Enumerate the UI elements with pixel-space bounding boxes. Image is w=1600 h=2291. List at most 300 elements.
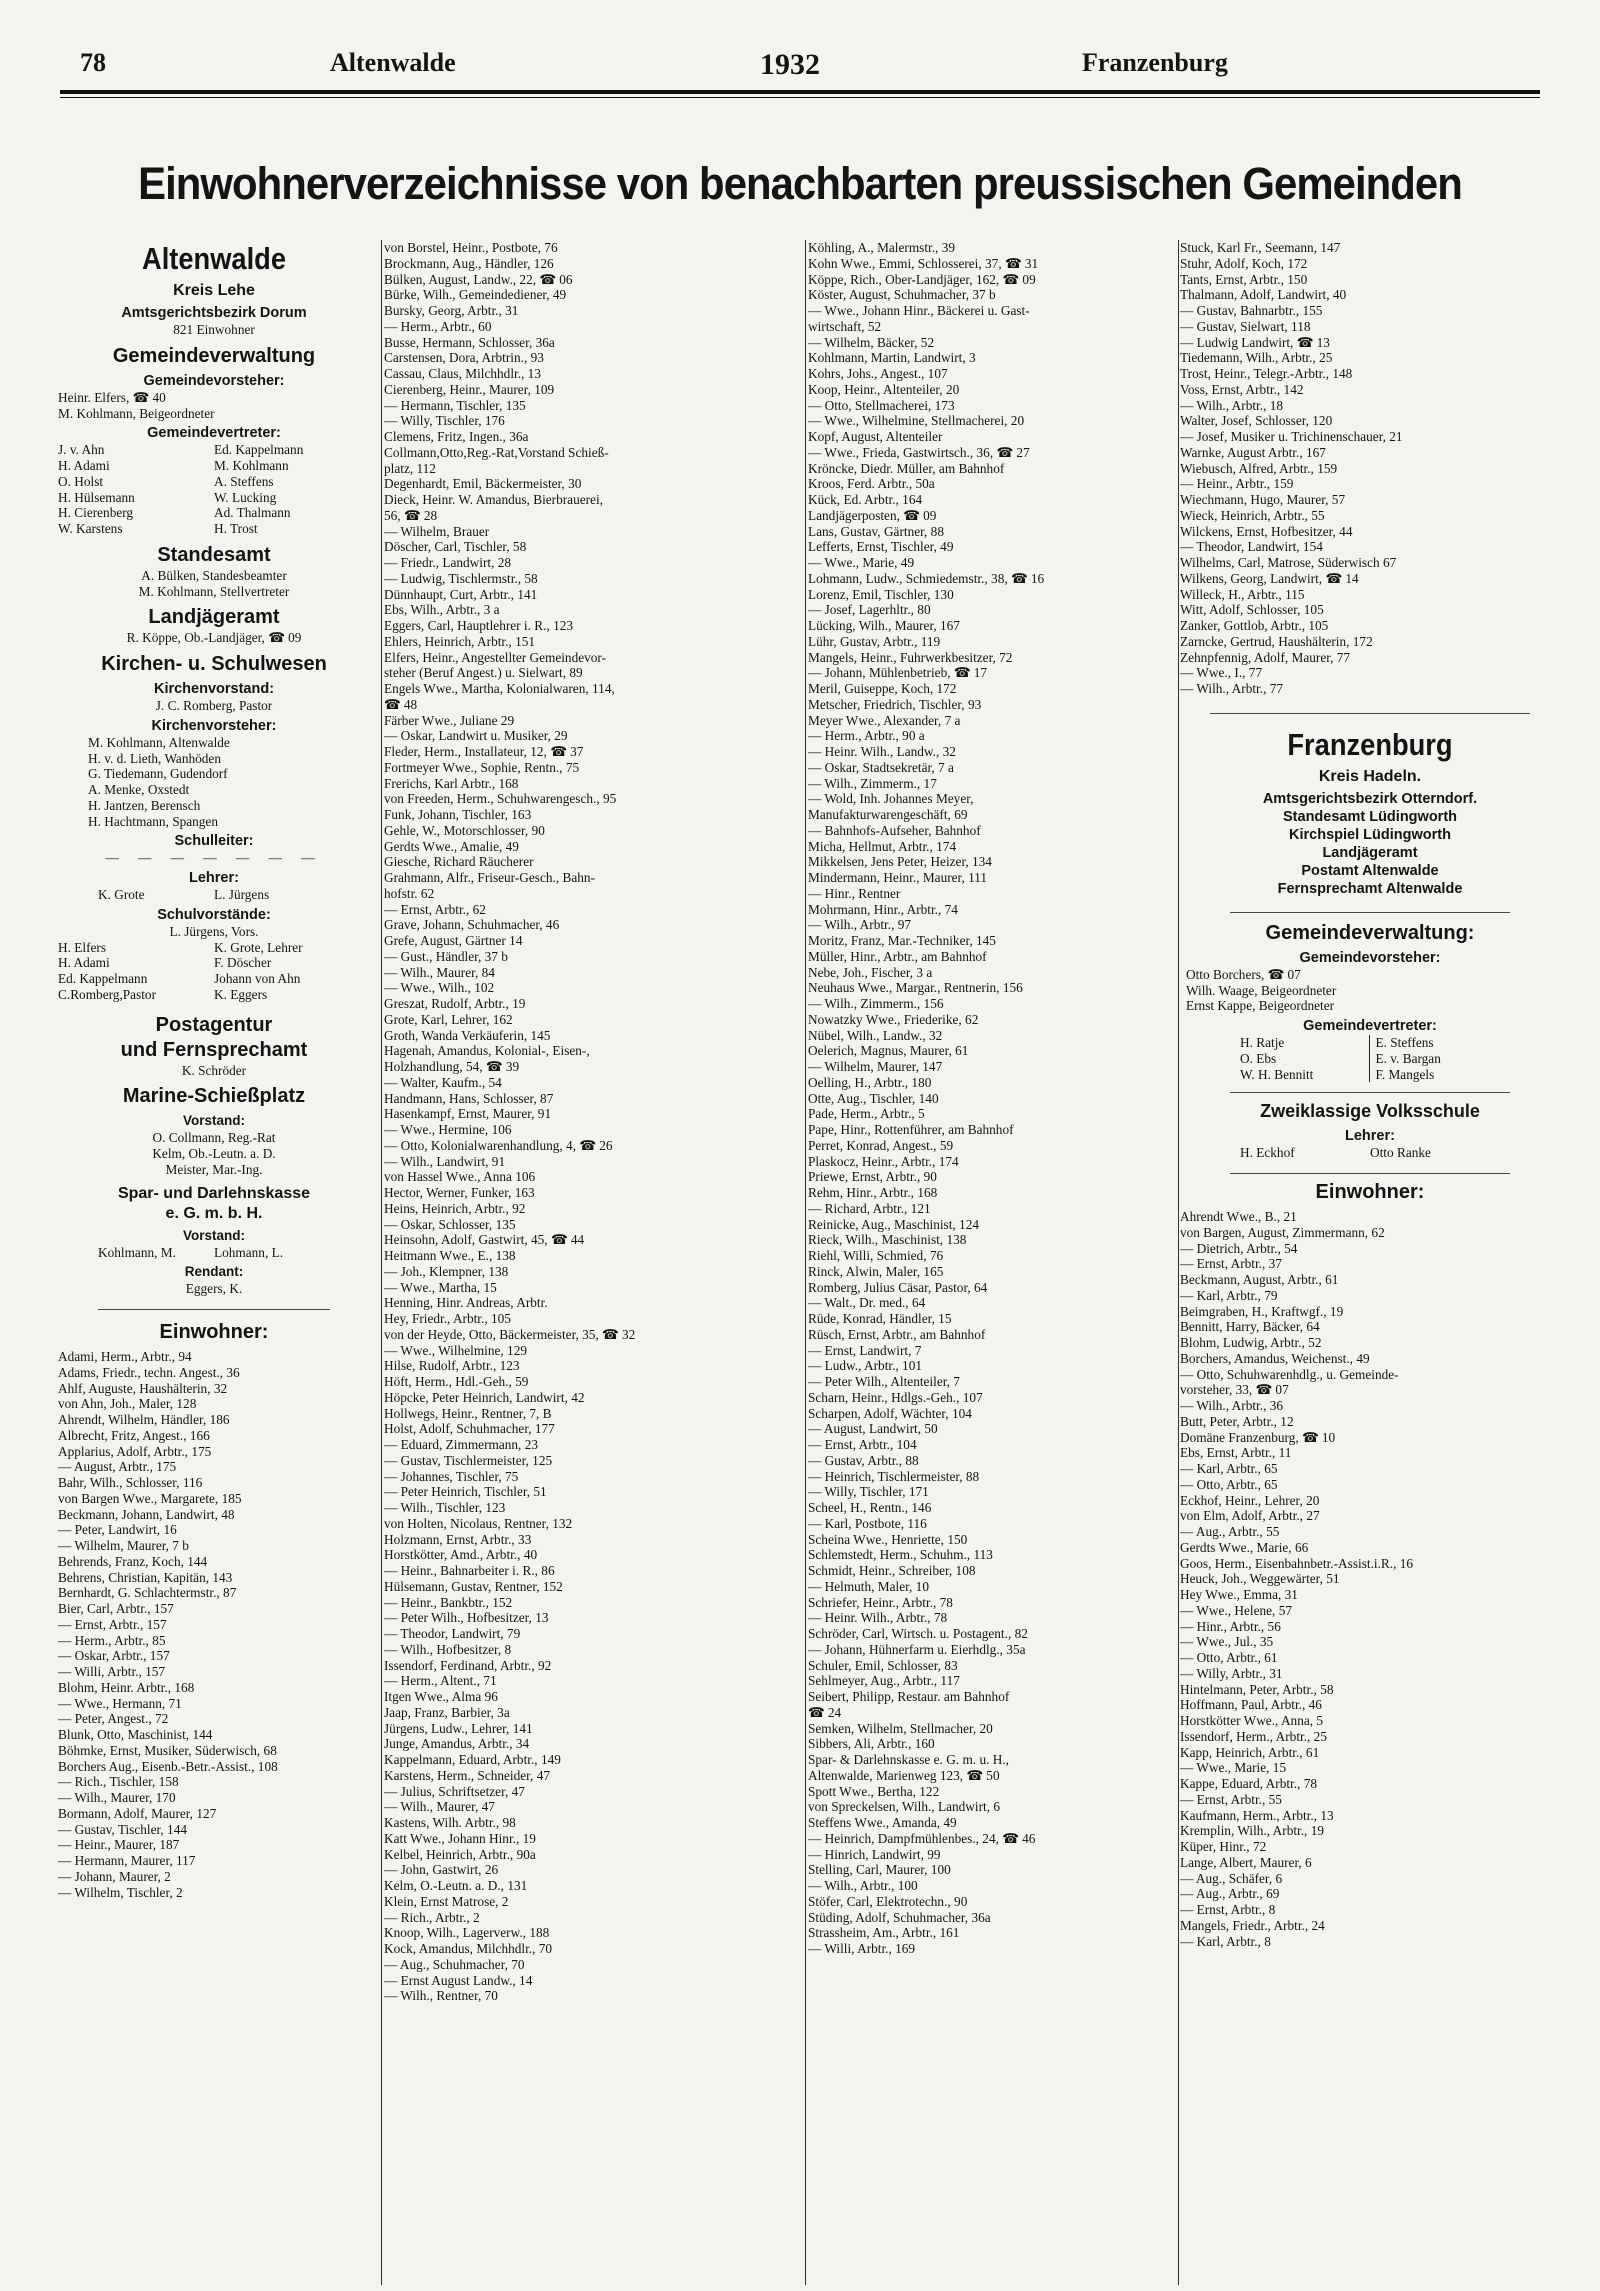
resident-entry: Kelbel, Heinrich, Arbtr., 90a: [384, 1846, 536, 1862]
resident-entry: Schröder, Carl, Wirtsch. u. Postagent., 82: [808, 1626, 1028, 1641]
resident-entry: — Ludw., Arbtr., 101: [808, 1358, 923, 1374]
resident-entry: Warnke, August Arbtr., 167: [1180, 444, 1326, 460]
resident-entry: — Ernst, Arbtr., 62: [384, 901, 486, 917]
member-name: H. Elfers: [58, 939, 106, 955]
resident-entry: — Heinr., Bankbtr., 152: [384, 1594, 513, 1610]
resident-entry: Degenhardt, Emil, Bäckermeister, 30: [384, 476, 582, 492]
resident-entry: Hector, Werner, Funker, 163: [384, 1185, 535, 1200]
resident-entry: Reinicke, Aug., Maschinist, 124: [808, 1216, 979, 1232]
resident-entry: — Aug., Schäfer, 6: [1180, 1870, 1283, 1886]
resident-entry: Kremplin, Wilh., Arbtr., 19: [1180, 1823, 1324, 1839]
resident-entry: Perret, Konrad, Angest., 59: [808, 1137, 954, 1153]
column-divider: [381, 240, 382, 2285]
resident-entry: — August, Arbtr., 175: [58, 1459, 177, 1475]
resident-entry: — Oskar, Schlosser, 135: [384, 1216, 516, 1232]
town-heading-altenwalde: Altenwalde: [141, 241, 287, 276]
subsection-heading: Schulleiter:: [174, 833, 254, 850]
resident-entry: Lücking, Wilh., Maurer, 167: [808, 618, 960, 633]
resident-entry: Applarius, Adolf, Arbtr., 175: [58, 1443, 212, 1459]
official-entry: R. Köppe, Ob.-Landjäger, ☎ 09: [126, 630, 302, 646]
resident-entry: platz, 112: [384, 460, 436, 476]
resident-entry: Rüde, Konrad, Händler, 15: [808, 1311, 952, 1326]
resident-entry: — Wilh., Arbtr., 36: [1180, 1398, 1284, 1413]
section-heading: Gemeindeverwaltung:: [1265, 921, 1475, 944]
resident-entry: von Borstel, Heinr., Postbote, 76: [384, 240, 558, 255]
resident-entry: Kück, Ed. Arbtr., 164: [808, 492, 923, 507]
admin-line: Standesamt Lüdingworth: [1283, 808, 1457, 825]
resident-entry: Domäne Franzenburg, ☎ 10: [1180, 1429, 1336, 1445]
admin-line: Kirchspiel Lüdingworth: [1289, 826, 1451, 843]
resident-entry: — Wwe., Wilh., 102: [384, 980, 495, 996]
resident-entry: Küper, Hinr., 72: [1180, 1839, 1267, 1854]
resident-entry: — Dietrich, Arbtr., 54: [1180, 1240, 1298, 1256]
member-name: A. Steffens: [214, 473, 274, 489]
resident-entry: Kopf, August, Altenteiler: [808, 429, 943, 444]
resident-entry: — Wwe., Martha, 15: [384, 1279, 497, 1295]
resident-entry: — Hinr., Arbtr., 56: [1180, 1618, 1281, 1634]
resident-entry: Meyer Wwe., Alexander, 7 a: [808, 712, 961, 728]
resident-entry: Riehl, Willi, Schmied, 76: [808, 1248, 944, 1263]
resident-entry: Spar- & Darlehnskasse e. G. m. u. H.,: [808, 1752, 1009, 1767]
resident-entry: Köppe, Rich., Ober-Landjäger, 162, ☎ 09: [808, 271, 1036, 287]
section-heading: Kirchen- u. Schulwesen: [101, 653, 327, 675]
resident-entry: — Willy, Tischler, 171: [808, 1484, 929, 1500]
name-pair-row: [58, 474, 370, 490]
resident-entry: Trost, Heinr., Telegr.-Arbtr., 148: [1180, 366, 1353, 381]
resident-entry: — Otto, Arbtr., 65: [1180, 1476, 1278, 1492]
resident-entry: Scharn, Heinr., Hdlgs.-Geh., 107: [808, 1389, 983, 1405]
official-entry: Heinr. Elfers, ☎ 40: [58, 389, 166, 405]
resident-entry: — Oskar, Stadtsekretär, 7 a: [808, 759, 954, 775]
resident-entry: — Otto, Kolonialwarenhandlung, 4, ☎ 26: [384, 1137, 613, 1153]
resident-entry: — Theodor, Landwirt, 79: [384, 1626, 521, 1641]
resident-entry: Heitmann Wwe., E., 138: [384, 1248, 516, 1263]
page-number: 78: [80, 48, 106, 77]
resident-entry: Jaap, Franz, Barbier, 3a: [384, 1704, 510, 1720]
resident-entry: — Aug., Schuhmacher, 70: [384, 1956, 525, 1972]
resident-entry: Strassheim, Am., Arbtr., 161: [808, 1925, 960, 1941]
official-entry: Wilh. Waage, Beigeordneter: [1186, 982, 1337, 998]
resident-entry: Grefe, August, Gärtner 14: [384, 933, 523, 948]
bank-board-row: [58, 1245, 370, 1261]
resident-entry: Nebe, Joh., Fischer, 3 a: [808, 964, 933, 980]
resident-entry: Stuck, Karl Fr., Seemann, 147: [1180, 240, 1341, 255]
resident-entry: Moritz, Franz, Mar.-Techniker, 145: [808, 933, 996, 948]
resident-entry: Kröncke, Diedr. Müller, am Bahnhof: [808, 460, 1005, 476]
resident-entry: — Walt., Dr. med., 64: [808, 1295, 926, 1311]
member-name: Ad. Thalmann: [214, 505, 291, 521]
member-name: W. Karstens: [58, 521, 123, 536]
resident-entry: Holzhandlung, 54, ☎ 39: [384, 1059, 520, 1074]
resident-entry: Klein, Ernst Matrose, 2: [384, 1893, 509, 1909]
section-heading: Standesamt: [157, 543, 271, 566]
divider: [1230, 912, 1510, 913]
resident-entry: — Helmuth, Maler, 10: [808, 1578, 929, 1594]
resident-entry: — Karl, Arbtr., 8: [1180, 1933, 1271, 1949]
resident-entry: Issendorf, Herm., Arbtr., 25: [1180, 1728, 1327, 1744]
resident-entry: Pape, Hinr., Rottenführer, am Bahnhof: [808, 1122, 1014, 1137]
resident-entry: Clemens, Fritz, Ingen., 36a: [384, 429, 529, 444]
resident-entry: — Theodor, Landwirt, 154: [1180, 539, 1323, 555]
resident-entry: Voss, Ernst, Arbtr., 142: [1180, 381, 1304, 397]
section-heading: Einwohner:: [1315, 1181, 1425, 1203]
member-name: F. Döscher: [214, 955, 272, 971]
resident-entry: von Elm, Adolf, Arbtr., 27: [1180, 1508, 1320, 1524]
resident-entry: Bier, Carl, Arbtr., 157: [58, 1601, 174, 1616]
resident-entry: Wieck, Heinrich, Arbtr., 55: [1180, 507, 1325, 523]
residents-list: [808, 240, 1180, 1957]
resident-entry: Collmann,Otto,Reg.-Rat,Vorstand Schieß-: [384, 444, 609, 460]
resident-entry: Scheel, H., Rentn., 146: [808, 1500, 932, 1515]
resident-entry: Junge, Amandus, Arbtr., 34: [384, 1736, 530, 1752]
teachers-row: [1180, 1145, 1560, 1161]
member-name: W. Lucking: [214, 489, 277, 505]
subsection-heading: Kirchenvorsteher:: [151, 717, 277, 734]
resident-entry: — Aug., Arbtr., 55: [1180, 1524, 1280, 1539]
resident-entry: — Willi, Arbtr., 169: [808, 1941, 916, 1956]
resident-entry: Elfers, Heinr., Angestellter Gemeindevor-: [384, 649, 607, 665]
resident-entry: Cassau, Claus, Milchhdlr., 13: [384, 366, 541, 381]
resident-entry: — Wilh., Maurer, 84: [384, 964, 495, 980]
column-2: [384, 240, 804, 2290]
resident-entry: — Bahnhofs-Aufseher, Bahnhof: [808, 822, 981, 838]
resident-entry: Romberg, Julius Cäsar, Pastor, 64: [808, 1279, 988, 1295]
resident-entry: Heuck, Joh., Weggewärter, 51: [1180, 1571, 1340, 1587]
resident-entry: Meril, Guiseppe, Koch, 172: [808, 681, 957, 696]
teacher-name: Otto Ranke: [1370, 1145, 1431, 1161]
resident-entry: Brockmann, Aug., Händler, 126: [384, 255, 554, 271]
resident-entry: Fleder, Herm., Installateur, 12, ☎ 37: [384, 744, 584, 759]
resident-entry: — Herm., Altent., 71: [384, 1673, 497, 1689]
resident-entry: Nübel, Wilh., Landw., 32: [808, 1027, 943, 1043]
resident-entry: Behrens, Christian, Kapitän, 143: [58, 1569, 233, 1585]
resident-entry: — Peter, Angest., 72: [58, 1711, 169, 1727]
resident-entry: wirtschaft, 52: [808, 318, 882, 334]
divider: [1230, 1173, 1510, 1174]
resident-entry: Holst, Adolf, Schuhmacher, 177: [384, 1421, 555, 1437]
resident-entry: Hülsemann, Gustav, Rentner, 152: [384, 1578, 563, 1594]
resident-entry: Horstkötter, Amd., Arbtr., 40: [384, 1547, 538, 1563]
resident-entry: Sibbers, Ali, Arbtr., 160: [808, 1736, 935, 1752]
header-rule: [60, 90, 1540, 94]
resident-entry: Schlemstedt, Herm., Schuhm., 113: [808, 1547, 993, 1563]
resident-entry: — Gustav, Sielwart, 118: [1180, 318, 1311, 334]
resident-entry: — Johann, Maurer, 2: [58, 1868, 171, 1884]
resident-entry: Blohm, Ludwig, Arbtr., 52: [1180, 1335, 1322, 1350]
official-entry: H. Jantzen, Berensch: [88, 797, 201, 813]
board-member: Kohlmann, M.: [98, 1244, 176, 1260]
subsection-heading: Vorstand:: [182, 1227, 245, 1243]
official-entry: L. Jürgens, Vors.: [169, 923, 259, 939]
resident-entry: Mangels, Heinr., Fuhrwerkbesitzer, 72: [808, 649, 1013, 665]
resident-entry: Ehlers, Heinrich, Arbtr., 151: [384, 633, 536, 649]
resident-entry: — Wilhelm, Bäcker, 52: [808, 334, 935, 350]
resident-entry: Höft, Herm., Hdl.-Geh., 59: [384, 1374, 529, 1389]
section-heading: Postagentur: [155, 1013, 273, 1036]
resident-entry: — Wilh., Maurer, 170: [58, 1790, 176, 1805]
section-heading: Landjägeramt: [148, 606, 280, 629]
member-name: H. Hülsemann: [58, 489, 135, 505]
member-name: M. Kohlmann: [214, 458, 289, 473]
member-name: E. v. Bargan: [1375, 1050, 1441, 1066]
resident-entry: Stöfer, Carl, Elektrotechn., 90: [808, 1893, 968, 1909]
divider: [1210, 713, 1530, 714]
official-entry: J. C. Romberg, Pastor: [155, 698, 273, 713]
resident-entry: Handmann, Hans, Schlosser, 87: [384, 1090, 554, 1106]
resident-entry: Zehnpfennig, Adolf, Maurer, 77: [1180, 649, 1351, 665]
resident-entry: Pade, Herm., Arbtr., 5: [808, 1106, 925, 1122]
resident-entry: — Wilhelm, Maurer, 147: [808, 1059, 943, 1074]
resident-entry: Semken, Wilhelm, Stellmacher, 20: [808, 1720, 993, 1736]
subsection-heading: Rendant:: [184, 1264, 244, 1280]
running-head: [80, 48, 1540, 88]
member-name: C.Romberg,Pastor: [58, 986, 157, 1002]
resident-entry: Funk, Johann, Tischler, 163: [384, 807, 532, 822]
resident-entry: Heinsohn, Adolf, Gastwirt, 45, ☎ 44: [384, 1232, 585, 1248]
resident-entry: Zarncke, Gertrud, Haushälterin, 172: [1180, 633, 1373, 649]
residents-list: [384, 240, 804, 2004]
resident-entry: Gerdts Wwe., Marie, 66: [1180, 1539, 1309, 1555]
member-name: F. Mangels: [1375, 1066, 1435, 1082]
resident-entry: Wiebusch, Alfred, Arbtr., 159: [1180, 460, 1338, 476]
resident-entry: — Wilh., Arbtr., 97: [808, 917, 912, 933]
resident-entry: Lefferts, Ernst, Tischler, 49: [808, 539, 954, 555]
official-entry: Otto Borchers, ☎ 07: [1186, 966, 1301, 982]
resident-entry: Jürgens, Ludw., Lehrer, 141: [384, 1720, 533, 1736]
resident-entry: ☎ 48: [384, 696, 418, 712]
resident-entry: — Hermann, Tischler, 135: [384, 397, 526, 413]
resident-entry: — Hinrich, Landwirt, 99: [808, 1846, 941, 1862]
resident-entry: Müller, Hinr., Arbtr., am Bahnhof: [808, 948, 987, 964]
resident-entry: von Ahn, Joh., Maler, 128: [58, 1396, 197, 1412]
resident-entry: Tants, Ernst, Arbtr., 150: [1180, 271, 1308, 287]
resident-entry: Stüding, Adolf, Schuhmacher, 36a: [808, 1909, 991, 1925]
kreis-label: Kreis Hadeln.: [1318, 767, 1422, 785]
subsection-heading: Gemeindevorsteher:: [1299, 949, 1441, 966]
resident-entry: Lans, Gustav, Gärtner, 88: [808, 523, 944, 539]
column-divider: [805, 240, 806, 2285]
resident-entry: — Ernst August Landw., 14: [384, 1972, 533, 1988]
resident-entry: 56, ☎ 28: [384, 507, 438, 523]
resident-entry: — Wwe., Hermann, 71: [58, 1695, 182, 1711]
resident-entry: Spott Wwe., Bertha, 122: [808, 1783, 940, 1799]
resident-entry: — Rich., Arbtr., 2: [384, 1909, 480, 1925]
resident-entry: Hollwegs, Heinr., Rentner, 7, B: [384, 1405, 552, 1421]
resident-entry: Hey Wwe., Emma, 31: [1180, 1587, 1298, 1602]
resident-entry: Zanker, Gottlob, Arbtr., 105: [1180, 618, 1329, 633]
resident-entry: — Eduard, Zimmermann, 23: [384, 1437, 538, 1452]
resident-entry: Hagenah, Amandus, Kolonial-, Eisen-,: [384, 1043, 590, 1059]
resident-entry: Issendorf, Ferdinand, Arbtr., 92: [384, 1657, 552, 1673]
resident-entry: — Friedr., Landwirt, 28: [384, 555, 512, 570]
resident-entry: von Freeden, Herm., Schuhwarengesch., 95: [384, 791, 617, 807]
resident-entry: Ahrendt, Wilhelm, Händler, 186: [58, 1412, 230, 1427]
resident-entry: — Wilh., Hofbesitzer, 8: [384, 1641, 512, 1657]
resident-entry: — Ernst, Arbtr., 37: [1180, 1256, 1282, 1272]
resident-entry: Gerdts Wwe., Amalie, 49: [384, 838, 519, 854]
admin-line: Landjägeramt: [1322, 844, 1418, 861]
resident-entry: Landjägerposten, ☎ 09: [808, 507, 937, 523]
resident-entry: Rüsch, Ernst, Arbtr., am Bahnhof: [808, 1326, 986, 1342]
resident-entry: — Hermann, Maurer, 117: [58, 1853, 196, 1868]
resident-entry: Nowatzky Wwe., Friederike, 62: [808, 1011, 979, 1027]
representatives-list: [58, 442, 370, 537]
member-name: H. Adami: [58, 955, 110, 971]
resident-entry: Willeck, H., Arbtr., 115: [1180, 586, 1305, 602]
resident-entry: Kappelmann, Eduard, Arbtr., 149: [384, 1752, 561, 1767]
subsection-heading: Gemeindevorsteher:: [143, 372, 285, 389]
official-entry: M. Kohlmann, Beigeordneter: [58, 405, 215, 421]
column-3: [808, 240, 1180, 2290]
official-entry: K. Schröder: [181, 1062, 247, 1078]
resident-entry: Priewe, Ernst, Arbtr., 90: [808, 1169, 937, 1185]
official-entry: A. Bülken, Standesbeamter: [141, 567, 287, 583]
resident-entry: Fortmeyer Wwe., Sophie, Rentn., 75: [384, 759, 580, 775]
population-count: 821 Einwohner: [173, 322, 255, 337]
resident-entry: — Heinr., Maurer, 187: [58, 1837, 180, 1853]
resident-entry: Lühr, Gustav, Arbtr., 119: [808, 633, 941, 649]
resident-entry: Beimgraben, H., Kraftwgf., 19: [1180, 1303, 1344, 1319]
header-left-place: Altenwalde: [330, 48, 456, 77]
official-entry: O. Collmann, Reg.-Rat: [152, 1130, 276, 1146]
resident-entry: — Hinr., Rentner: [808, 885, 901, 901]
resident-entry: — Wwe., Frieda, Gastwirtsch., 36, ☎ 27: [808, 444, 1030, 460]
resident-entry: Heins, Heinrich, Arbtr., 92: [384, 1200, 526, 1216]
resident-entry: Seibert, Philipp, Restaur. am Bahnhof: [808, 1689, 1010, 1704]
section-heading: e. G. m. b. H.: [165, 1204, 263, 1222]
resident-entry: Färber Wwe., Juliane 29: [384, 712, 515, 728]
resident-entry: ☎ 24: [808, 1704, 842, 1720]
resident-entry: Busse, Hermann, Schlosser, 36a: [384, 334, 555, 350]
subsection-heading: Lehrer:: [1345, 1128, 1395, 1145]
resident-entry: — Wilh., Zimmerm., 17: [808, 775, 937, 791]
school-board-list: [58, 940, 370, 1003]
resident-entry: Wilckens, Ernst, Hofbesitzer, 44: [1180, 523, 1353, 539]
resident-entry: Grave, Johann, Schuhmacher, 46: [384, 917, 560, 933]
resident-entry: Höpcke, Peter Heinrich, Landwirt, 42: [384, 1389, 585, 1405]
resident-entry: — Wilh., Landwirt, 91: [384, 1153, 506, 1169]
residents-list: [1180, 240, 1560, 697]
official-entry: M. Kohlmann, Stellvertreter: [138, 583, 290, 599]
member-name: E. Steffens: [1375, 1035, 1434, 1050]
name-pair-row: [58, 987, 370, 1003]
resident-entry: von Hassel Wwe., Anna 106: [384, 1169, 536, 1185]
resident-entry: — Wilh., Tischler, 123: [384, 1500, 506, 1515]
resident-entry: — Otto, Schuhwarenhdlg., u. Gemeinde-: [1180, 1366, 1399, 1382]
resident-entry: hofstr. 62: [384, 885, 435, 901]
resident-entry: — Wwe., Marie, 15: [1180, 1760, 1287, 1776]
name-pair-row: [58, 490, 370, 506]
representatives-list: [1180, 1035, 1560, 1082]
resident-entry: Kelm, O.-Leutn. a. D., 131: [384, 1878, 528, 1893]
resident-entry: Stelling, Carl, Maurer, 100: [808, 1862, 951, 1878]
resident-entry: Giesche, Richard Räucherer: [384, 854, 534, 870]
resident-entry: Kastens, Wilh. Arbtr., 98: [384, 1815, 516, 1830]
resident-entry: Hasenkampf, Ernst, Maurer, 91: [384, 1106, 552, 1122]
member-name: K. Grote, Lehrer: [214, 939, 303, 955]
resident-entry: — Wilh., Rentner, 70: [384, 1988, 498, 2004]
resident-entry: — Rich., Tischler, 158: [58, 1774, 179, 1790]
resident-entry: Ebs, Ernst, Arbtr., 11: [1180, 1445, 1292, 1461]
official-entry: G. Tiedemann, Gudendorf: [88, 766, 228, 782]
resident-entry: Köhling, A., Malermstr., 39: [808, 240, 955, 255]
name-pair-row: [58, 458, 370, 474]
resident-entry: — Gustav, Arbtr., 88: [808, 1452, 919, 1468]
resident-entry: — Willy, Tischler, 176: [384, 413, 505, 429]
resident-entry: Borchers Aug., Eisenb.-Betr.-Assist., 108: [58, 1758, 278, 1774]
member-name: K. Eggers: [214, 986, 268, 1002]
resident-entry: — Peter Wilh., Altenteiler, 7: [808, 1374, 960, 1389]
resident-entry: Ebs, Wilh., Arbtr., 3 a: [384, 602, 500, 618]
page-title: Einwohnerverzeichnisse von benachbarten preussischen Gemeinden: [138, 158, 1462, 209]
resident-entry: steher (Beruf Angest.) u. Sielwart, 89: [384, 665, 583, 681]
resident-entry: — Heinr., Arbtr., 159: [1180, 476, 1294, 492]
resident-entry: Bahr, Wilh., Schlosser, 116: [58, 1475, 203, 1490]
section-heading: Einwohner:: [159, 1321, 269, 1343]
resident-entry: Engels Wwe., Martha, Kolonialwaren, 114,: [384, 681, 615, 696]
column-1: [58, 240, 370, 2290]
resident-entry: Rinck, Alwin, Maler, 165: [808, 1263, 944, 1279]
resident-entry: von Bargen Wwe., Margarete, 185: [58, 1490, 242, 1506]
section-heading: Gemeindeverwaltung: [112, 344, 316, 367]
resident-entry: Grahmann, Alfr., Friseur-Gesch., Bahn-: [384, 870, 595, 885]
resident-entry: Lohmann, Ludw., Schmiedemstr., 38, ☎ 16: [808, 570, 1045, 586]
resident-entry: Bernhardt, G. Schlachtermstr., 87: [58, 1585, 237, 1601]
resident-entry: Bormann, Adolf, Maurer, 127: [58, 1805, 217, 1821]
resident-entry: — Oskar, Landwirt u. Musiker, 29: [384, 728, 568, 744]
resident-entry: — Wilh., Arbtr., 100: [808, 1878, 918, 1893]
resident-entry: Schriefer, Heinr., Arbtr., 78: [808, 1594, 953, 1610]
name-pair-row: [58, 955, 370, 971]
teacher-name: L. Jürgens: [214, 887, 270, 902]
official-entry: Eggers, K.: [185, 1281, 243, 1297]
resident-entry: Böhmke, Ernst, Musiker, Süderwisch, 68: [58, 1742, 277, 1758]
resident-entry: Bennitt, Harry, Bäcker, 64: [1180, 1319, 1320, 1335]
resident-entry: Lorenz, Emil, Tischler, 130: [808, 586, 954, 602]
admin-line: Amtsgerichtsbezirk Otterndorf.: [1262, 790, 1478, 807]
resident-entry: Borchers, Amandus, Weichenst., 49: [1180, 1350, 1370, 1366]
resident-entry: Groth, Wanda Verkäuferin, 145: [384, 1027, 551, 1043]
resident-entry: Kohn Wwe., Emmi, Schlosserei, 37, ☎ 31: [808, 255, 1039, 271]
resident-entry: Ahrendt Wwe., B., 21: [1180, 1209, 1297, 1224]
resident-entry: Eggers, Carl, Hauptlehrer i. R., 123: [384, 618, 574, 633]
resident-entry: — Wwe., Wilhelmine, Stellmacherei, 20: [808, 413, 1025, 429]
resident-entry: Manufakturwarengeschäft, 69: [808, 807, 968, 822]
official-entry: H. v. d. Lieth, Wanhöden: [88, 750, 221, 766]
resident-entry: Goos, Herm., Eisenbahnbetr.-Assist.i.R., 16: [1180, 1555, 1414, 1571]
resident-entry: Albrecht, Fritz, Angest., 166: [58, 1427, 210, 1443]
subsection-heading: Kirchenvorstand:: [153, 681, 275, 697]
resident-entry: — Peter Heinrich, Tischler, 51: [384, 1484, 547, 1500]
section-heading: Zweiklassige Volksschule: [1260, 1101, 1480, 1122]
resident-entry: Blunk, Otto, Maschinist, 144: [58, 1727, 213, 1742]
resident-entry: — Herm., Arbtr., 85: [58, 1632, 166, 1648]
resident-entry: — Peter Wilh., Hofbesitzer, 13: [384, 1610, 549, 1626]
resident-entry: — Heinr., Bahnarbeiter i. R., 86: [384, 1563, 555, 1578]
official-entry: M. Kohlmann, Altenwalde: [88, 734, 230, 750]
resident-entry: Bursky, Georg, Arbtr., 31: [384, 303, 519, 318]
resident-entry: — Ernst, Arbtr., 104: [808, 1437, 917, 1452]
resident-entry: Mohrmann, Hinr., Arbtr., 74: [808, 901, 958, 917]
resident-entry: — Wwe., Jul., 35: [1180, 1634, 1274, 1650]
resident-entry: — Herm., Arbtr., 90 a: [808, 728, 925, 744]
member-name: Ed. Kappelmann: [214, 442, 304, 458]
resident-entry: Beckmann, Johann, Landwirt, 48: [58, 1506, 235, 1522]
resident-entry: — Wilhelm, Tischler, 2: [58, 1884, 183, 1900]
resident-entry: Kohrs, Johs., Angest., 107: [808, 366, 948, 381]
resident-entry: Butt, Peter, Arbtr., 12: [1180, 1413, 1294, 1429]
name-pair-row: [58, 505, 370, 521]
